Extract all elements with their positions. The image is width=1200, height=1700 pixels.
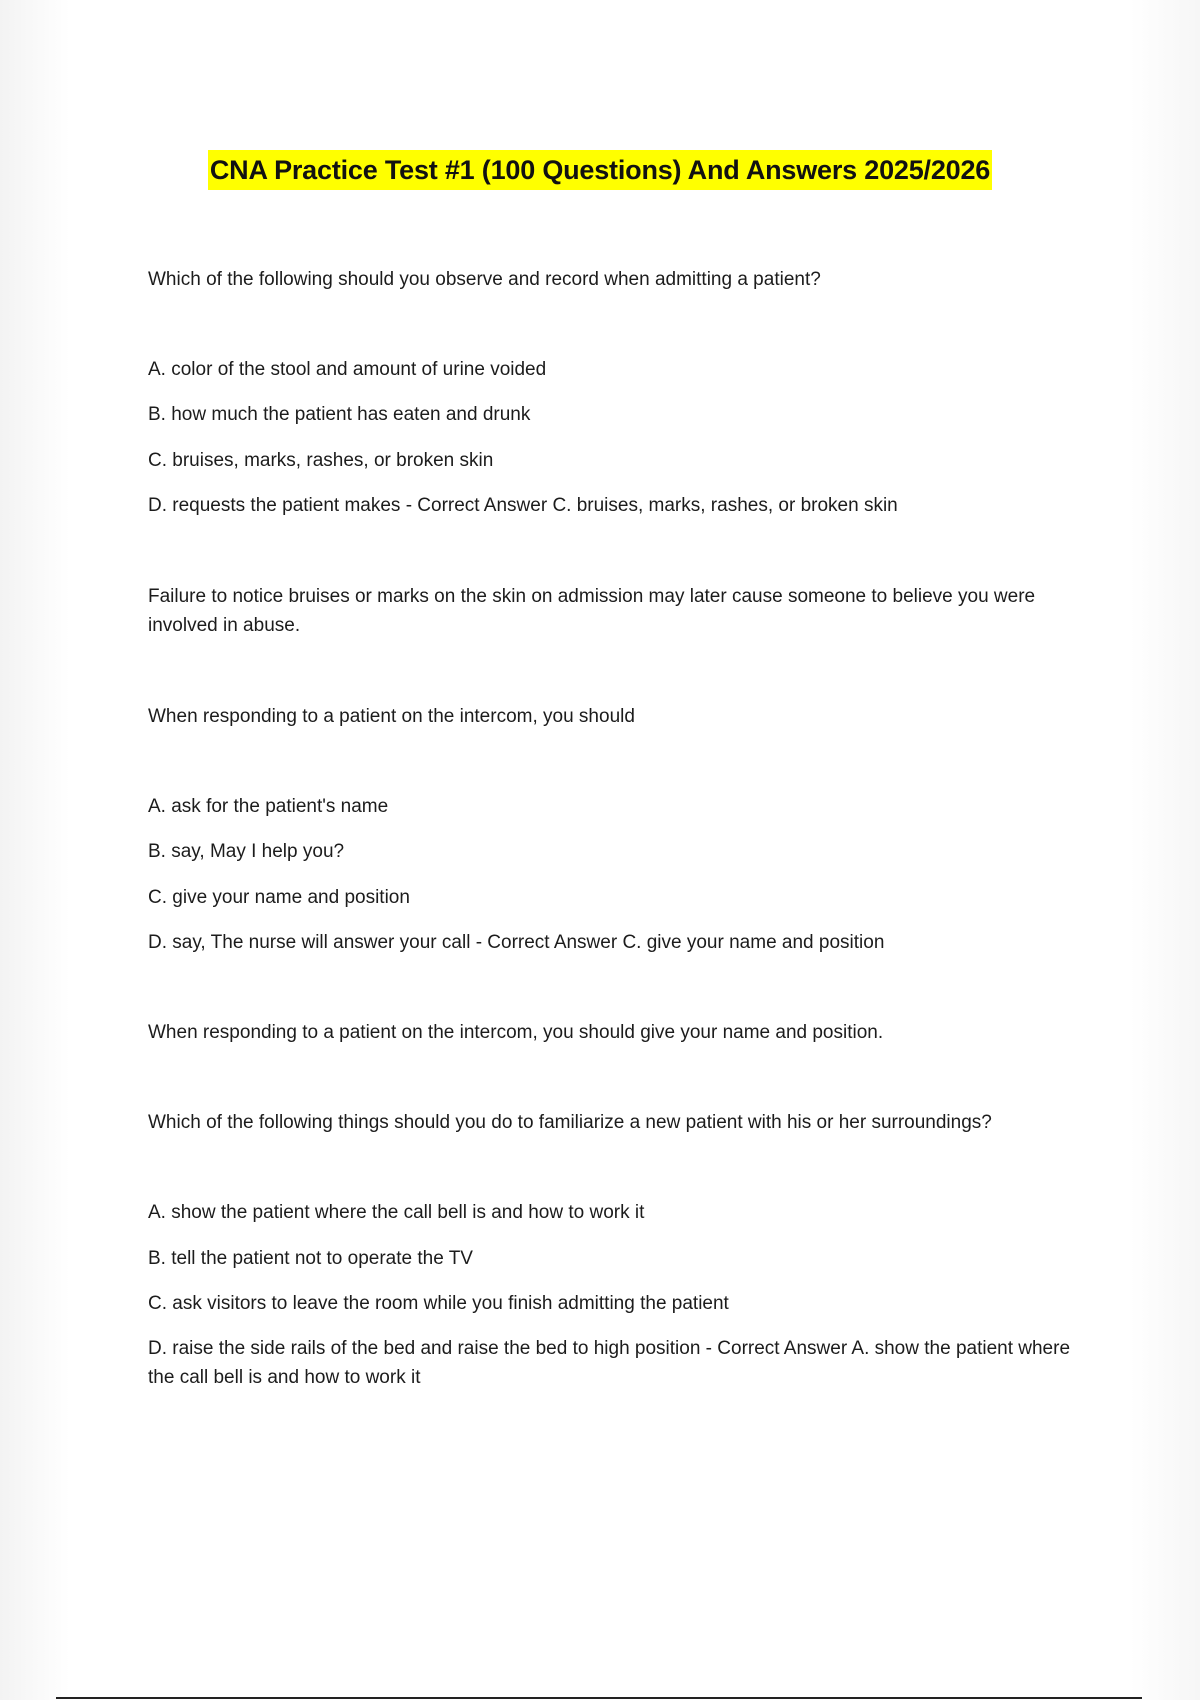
question-1-text: Which of the following should you observe and record when admitting a patient? <box>148 269 821 290</box>
question-3-option-d-answer: D. raise the side rails of the bed and raise the bed to high position - Correct Answer A. show the patient where the call bell is and how to work it <box>148 1338 1071 1388</box>
question-2-option-b: B. say, May I help you? <box>148 841 345 862</box>
question-2-explanation: When responding to a patient on the intercom, you should give your name and position. <box>148 1022 884 1043</box>
question-3-option-c: C. ask visitors to leave the room while you finish admitting the patient <box>148 1293 729 1314</box>
question-2-option-d-answer: D. say, The nurse will answer your call - Correct Answer C. give your name and position <box>148 932 885 953</box>
question-1-option-b: B. how much the patient has eaten and drunk <box>148 404 531 425</box>
question-1-option-d-answer: D. requests the patient makes - Correct Answer C. bruises, marks, rashes, or broken skin <box>148 495 898 516</box>
title-container <box>0 150 1200 190</box>
document-title: CNA Practice Test #1 (100 Questions) And Answers 2025/2026 <box>208 150 992 190</box>
question-1-option-c: C. bruises, marks, rashes, or broken skin <box>148 450 494 471</box>
question-1-option-a: A. color of the stool and amount of urine voided <box>148 359 547 380</box>
question-1-explanation: Failure to notice bruises or marks on the skin on admission may later cause someone to believe you were involved in abuse. <box>148 586 1036 636</box>
question-2-text: When responding to a patient on the intercom, you should <box>148 706 635 727</box>
footer-rule <box>56 1697 1142 1699</box>
question-3-option-b: B. tell the patient not to operate the TV <box>148 1248 473 1269</box>
question-2-option-c: C. give your name and position <box>148 887 410 908</box>
question-3-option-a: A. show the patient where the call bell is and how to work it <box>148 1202 645 1223</box>
question-3-text: Which of the following things should you do to familiarize a new patient with his or her surroundings? <box>148 1112 992 1133</box>
question-2-option-a: A. ask for the patient's name <box>148 796 389 817</box>
